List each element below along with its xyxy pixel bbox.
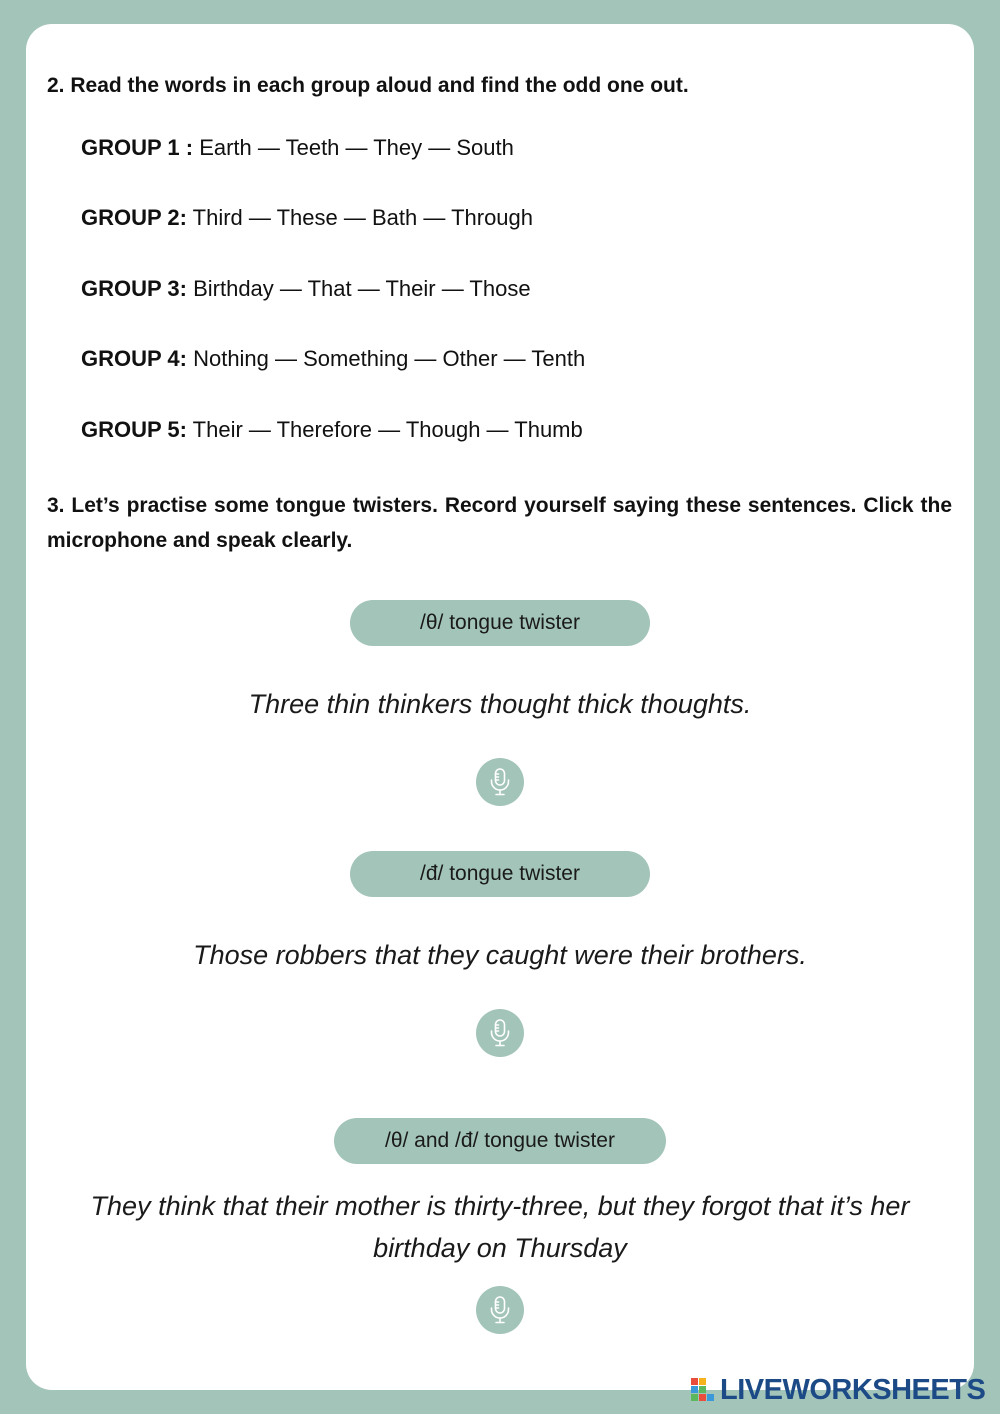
microphone-icon	[487, 1018, 513, 1048]
twister-3-line-1: They think that their mother is thirty-three, but they forgot that it’s her	[90, 1191, 910, 1221]
question-3-heading: 3. Let’s practise some tongue twisters. Record yourself saying these sentences. Click the microphone and speak clearly.	[47, 494, 952, 552]
group-label: GROUP 3:	[81, 276, 187, 301]
group-words: Nothing — Something — Other — Tenth	[193, 346, 586, 371]
twister-2-sentence: Those robbers that they caught were their brothers.	[193, 940, 807, 970]
group-2	[81, 203, 533, 233]
group-words: Earth — Teeth — They — South	[199, 135, 514, 160]
question-2-heading: 2. Read the words in each group aloud and find the odd one out.	[47, 74, 689, 97]
logo-text: LIVEWORKSHEETS	[720, 1373, 986, 1406]
group-4	[81, 344, 585, 374]
record-button-1[interactable]	[476, 758, 524, 806]
microphone-icon	[487, 767, 513, 797]
record-button-3[interactable]	[476, 1286, 524, 1334]
group-label: GROUP 2:	[81, 205, 187, 230]
twister-3-title: /θ/ and /đ/ tongue twister	[334, 1118, 666, 1164]
group-words: Their — Therefore — Though — Thumb	[192, 417, 583, 442]
group-1	[81, 133, 514, 163]
twister-3-sentence	[40, 1185, 960, 1269]
group-label: GROUP 1 :	[81, 135, 194, 160]
group-label: GROUP 4:	[81, 346, 187, 371]
liveworksheets-logo	[690, 1374, 985, 1406]
twister-2-title: /đ/ tongue twister	[350, 851, 650, 897]
group-5	[81, 415, 583, 445]
twister-1-title: /θ/ tongue twister	[350, 600, 650, 646]
group-label: GROUP 5:	[81, 417, 187, 442]
group-words: Birthday — That — Their — Those	[193, 276, 531, 301]
group-words: Third — These — Bath — Through	[192, 205, 534, 230]
logo-blocks-icon	[690, 1377, 716, 1403]
record-button-2[interactable]	[476, 1009, 524, 1057]
microphone-icon	[487, 1295, 513, 1325]
group-3	[81, 274, 531, 304]
twister-1-sentence: Three thin thinkers thought thick thoughts.	[248, 689, 752, 719]
twister-3-line-2: birthday on Thursday	[373, 1233, 627, 1263]
